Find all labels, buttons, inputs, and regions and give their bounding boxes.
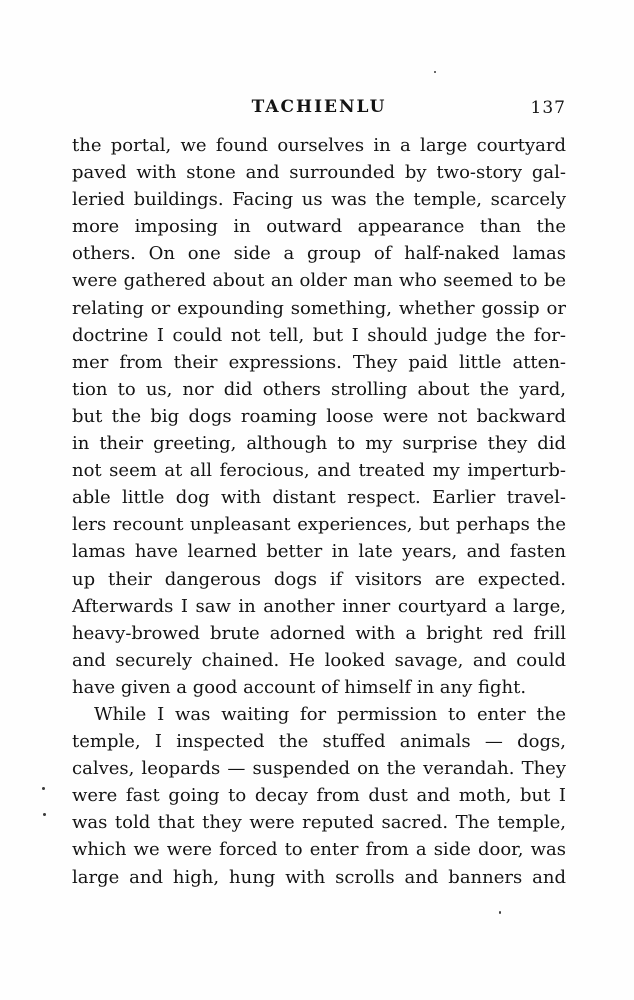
text-line: lers recount unpleasant experiences, but perhaps the <box>72 514 566 536</box>
ink-speck <box>434 71 436 73</box>
text-line: calves, leopards — suspended on the verandah. They <box>72 758 566 780</box>
text-line: was told that they were reputed sacred. The temple, <box>72 812 566 834</box>
ink-speck <box>42 787 45 790</box>
text-line: relating or expounding something, whether gossip or <box>72 297 566 319</box>
text-line: have given a good account of himself in any fight. <box>72 676 527 698</box>
text-line: heavy-browed brute adorned with a bright red frill <box>72 622 566 644</box>
ink-speck <box>43 813 46 816</box>
text-line: which we were forced to enter from a side door, was <box>72 839 566 861</box>
text-line: able little dog with distant respect. Earlier travel- <box>72 487 566 509</box>
ink-speck <box>499 911 501 914</box>
text-line: temple, I inspected the stuffed animals — dogs, <box>72 731 566 753</box>
text-line: and securely chained. He looked savage, and could <box>72 649 566 671</box>
page-body <box>72 132 566 891</box>
text-line: up their dangerous dogs if visitors are expected. <box>72 568 566 590</box>
text-line: not seem at all ferocious, and treated my imperturb- <box>72 460 566 482</box>
page-number: 137 <box>530 98 566 118</box>
text-line: more imposing in outward appearance than the <box>72 216 566 238</box>
text-line: doctrine I could not tell, but I should judge the for- <box>72 324 566 346</box>
text-line: lamas have learned better in late years, and fasten <box>72 541 566 563</box>
text-line: in their greeting, although to my surprise they did <box>72 433 566 455</box>
running-title: TACHIENLU <box>251 97 387 117</box>
text-line: mer from their expressions. They paid little atten- <box>72 351 566 373</box>
text-line: leried buildings. Facing us was the temple, scarcely <box>72 189 566 211</box>
text-line: others. On one side a group of half-naked lamas <box>72 243 566 265</box>
text-line: the portal, we found ourselves in a large courtyard <box>72 135 566 156</box>
text-line: were gathered about an older man who seemed to be <box>72 270 566 292</box>
text-line: were fast going to decay from dust and moth, but I <box>72 785 566 807</box>
text-line: While I was waiting for permission to enter the <box>94 703 566 725</box>
page-header <box>72 97 566 119</box>
text-line: paved with stone and surrounded by two-story gal- <box>72 162 566 184</box>
text-line: large and high, hung with scrolls and banners and <box>72 866 566 888</box>
text-line: tion to us, nor did others strolling about the yard, <box>72 378 566 400</box>
text-line: but the big dogs roaming loose were not backward <box>72 405 566 427</box>
text-line: Afterwards I saw in another inner courtyard a large, <box>72 595 566 617</box>
